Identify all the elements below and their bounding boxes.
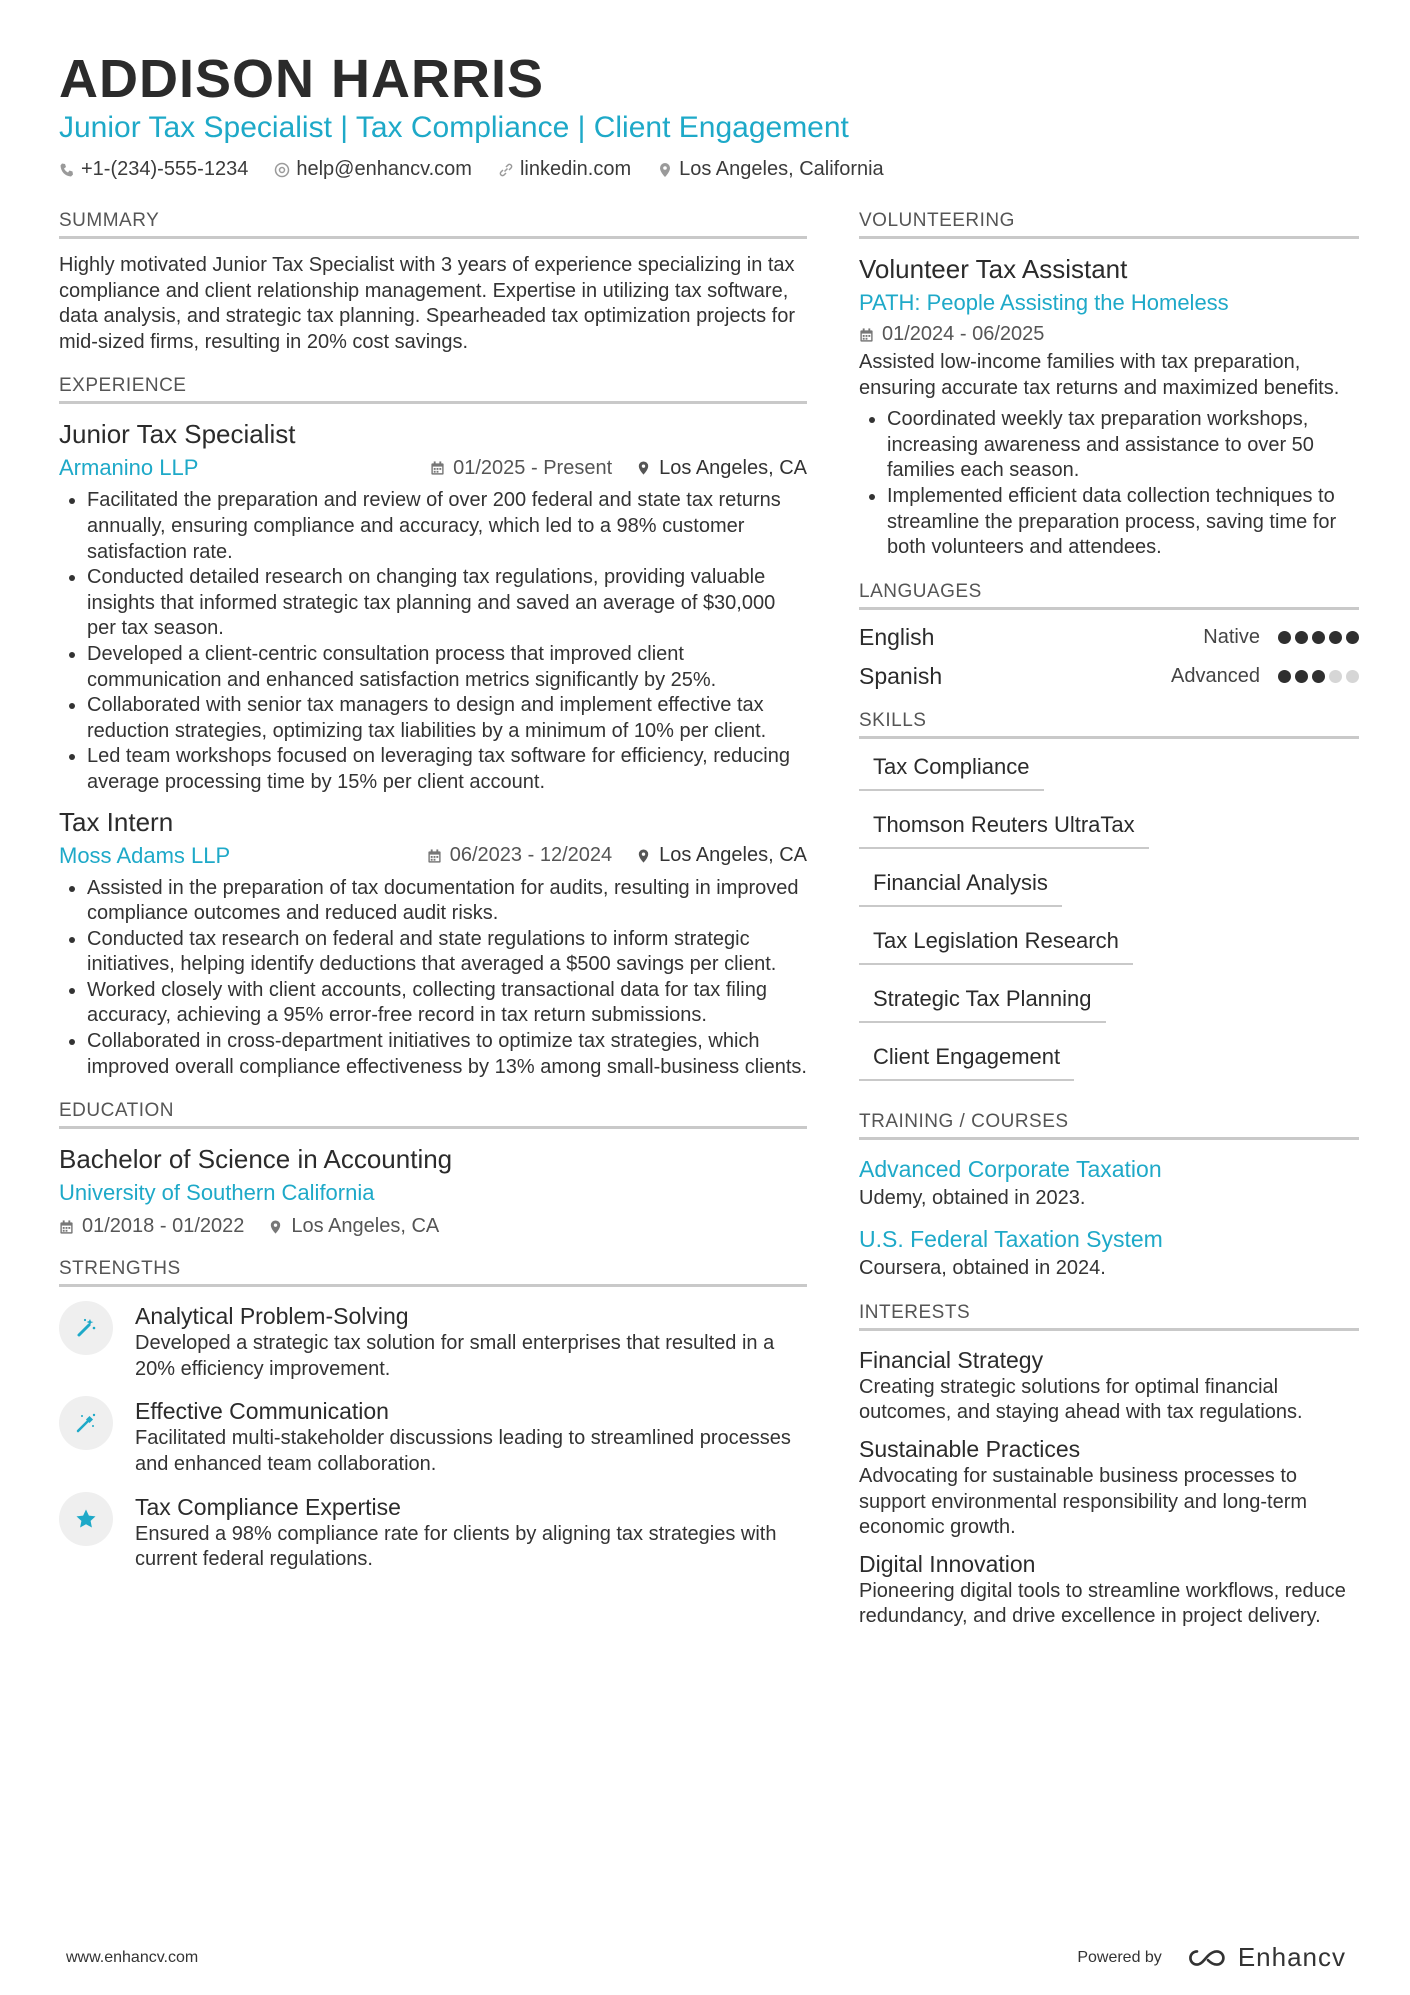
right-column	[859, 210, 1359, 1650]
education-section	[59, 1100, 807, 1238]
course-title: Advanced Corporate Taxation	[859, 1155, 1162, 1182]
job-dates	[427, 844, 612, 867]
interest-title: Sustainable Practices	[859, 1435, 1081, 1462]
contact-linkedin[interactable]	[498, 158, 631, 181]
training-section	[859, 1111, 1359, 1282]
volunteer-bullet: • Coordinated weekly tax preparation workshops, increasing awareness and assistance to over 50 families each season.	[887, 407, 1359, 484]
strength-icon-badge	[59, 1301, 113, 1355]
job-bullet: • Worked closely with client accounts, collecting transactional data for tax filing accuracy, achieving a 95% error-free record in tax return submissions.	[87, 978, 807, 1029]
language-level: Native	[1203, 625, 1260, 648]
job-bullets	[59, 488, 807, 795]
interest-text: Pioneering digital tools to streamline workflows, reduce redundancy, and drive excellence in project delivery.	[859, 1579, 1346, 1628]
link-icon	[498, 162, 514, 178]
course-title: U.S. Federal Taxation System	[859, 1225, 1163, 1252]
footer-website[interactable]: www.enhancv.com	[66, 1948, 199, 1966]
job-role: Junior Tax Specialist	[59, 419, 296, 450]
strengths-section	[59, 1258, 807, 1573]
job-org-row	[59, 842, 807, 870]
volunteer-org: PATH: People Assisting the Homeless	[859, 290, 1229, 315]
phone-icon	[59, 162, 75, 178]
volunteer-bullets	[859, 407, 1359, 561]
skills-title: SKILLS	[859, 710, 1359, 739]
strength-title: Analytical Problem-Solving	[135, 1303, 409, 1330]
left-column	[59, 210, 807, 1593]
education-dates	[59, 1215, 244, 1238]
location-pin-icon	[636, 460, 651, 476]
language-row	[859, 663, 1359, 690]
language-name: English	[859, 623, 935, 650]
rating-dot-filled	[1329, 631, 1342, 644]
job-role: Tax Intern	[59, 806, 174, 837]
location-pin-icon	[636, 848, 651, 864]
rating-dot-empty	[1346, 670, 1359, 683]
volunteering-title: VOLUNTEERING	[859, 210, 1359, 239]
location-text: Los Angeles, California	[679, 158, 884, 180]
contact-email[interactable]	[274, 158, 472, 181]
location-pin-icon	[268, 1219, 283, 1235]
volunteer-meta	[859, 323, 1359, 346]
strength-body	[135, 1396, 807, 1477]
email-link[interactable]: help@enhancv.com	[296, 158, 472, 180]
strength-item	[59, 1301, 807, 1382]
strength-text: Developed a strategic tax solution for small enterprises that resulted in a 20% efficiency improvement.	[135, 1332, 775, 1380]
job-location	[636, 844, 807, 867]
language-level: Advanced	[1171, 664, 1260, 687]
skills-section	[859, 710, 1359, 1081]
education-meta	[59, 1215, 807, 1238]
interest-title: Digital Innovation	[859, 1550, 1036, 1577]
calendar-icon	[59, 1219, 74, 1235]
language-rating	[1278, 670, 1359, 683]
languages-section	[859, 581, 1359, 690]
strength-icon-badge	[59, 1396, 113, 1450]
job-location	[636, 457, 807, 480]
job-entry	[59, 418, 807, 795]
strength-item	[59, 1492, 807, 1573]
skill-tag: Strategic Tax Planning	[859, 985, 1106, 1023]
skill-tag: Tax Legislation Research	[859, 927, 1133, 965]
interests-section	[859, 1302, 1359, 1630]
calendar-icon	[427, 848, 442, 864]
job-company: Moss Adams LLP	[59, 842, 231, 868]
interest-title: Financial Strategy	[859, 1346, 1044, 1373]
calendar-icon	[430, 460, 445, 476]
job-org-row	[59, 454, 807, 482]
experience-title: EXPERIENCE	[59, 375, 807, 404]
job-location-text: Los Angeles, CA	[659, 456, 807, 479]
experience-section	[59, 375, 807, 1080]
page-footer	[66, 1942, 1346, 1973]
job-bullet: • Led team workshops focused on leveraging tax software for efficiency, reducing average processing time by 15% per client account.	[87, 744, 807, 795]
strengths-title: STRENGTHS	[59, 1258, 807, 1287]
volunteer-dates-text: 01/2024 - 06/2025	[882, 323, 1045, 345]
education-degree: Bachelor of Science in Accounting	[59, 1144, 453, 1175]
training-title: TRAINING / COURSES	[859, 1111, 1359, 1140]
strength-icon-badge	[59, 1492, 113, 1546]
strength-body	[135, 1492, 807, 1573]
languages-title: LANGUAGES	[859, 581, 1359, 610]
calendar-icon	[859, 327, 874, 343]
language-proficiency	[1171, 665, 1359, 688]
candidate-name: ADDISON HARRIS	[59, 49, 545, 109]
job-meta	[430, 457, 807, 480]
rating-dot-filled	[1295, 670, 1308, 683]
powered-by-label: Powered by	[1077, 1948, 1162, 1966]
job-dates-text: 06/2023 - 12/2024	[449, 844, 613, 866]
course-provider: Udemy, obtained in 2023.	[859, 1186, 1086, 1209]
strength-text: Ensured a 98% compliance rate for clients by aligning tax strategies with current federal regulations.	[135, 1522, 777, 1571]
rating-dot-empty	[1329, 670, 1342, 683]
skill-tag: Tax Compliance	[859, 753, 1044, 791]
skill-tag: Client Engagement	[859, 1043, 1074, 1081]
strength-body	[135, 1301, 807, 1382]
interest-text: Advocating for sustainable business processes to support environmental responsibility and long-term economic growth.	[859, 1464, 1308, 1539]
contact-location	[657, 158, 884, 181]
job-location-text: Los Angeles, CA	[659, 844, 807, 866]
job-bullet: • Collaborated with senior tax managers to design and implement effective tax reduction strategies, optimizing tax liabilities by a minimum of 10% per client.	[87, 693, 807, 744]
enhancv-logo[interactable]	[1186, 1942, 1346, 1973]
rating-dot-filled	[1312, 631, 1325, 644]
volunteer-dates	[859, 323, 1044, 346]
job-bullet: • Collaborated in cross-department initiatives to optimize tax strategies, which improved overall compliance effectiveness by 13% among small-business clients.	[87, 1029, 807, 1080]
skill-tag: Thomson Reuters UltraTax	[859, 811, 1149, 849]
strength-title: Tax Compliance Expertise	[135, 1493, 401, 1520]
headline: Junior Tax Specialist | Tax Compliance | Client Engagement	[59, 111, 849, 144]
summary-title: SUMMARY	[59, 210, 807, 239]
job-bullet: • Developed a client-centric consultation process that improved client communication and enhanced satisfaction metrics significantly by 25%.	[87, 642, 807, 693]
volunteer-role: Volunteer Tax Assistant	[859, 254, 1128, 284]
volunteer-description: Assisted low-income families with tax preparation, ensuring accurate tax returns and maximized benefits.	[859, 351, 1340, 399]
job-company: Armanino LLP	[59, 455, 199, 481]
phone-text: +1-(234)-555-1234	[81, 158, 249, 180]
rating-dot-filled	[1346, 631, 1359, 644]
star-icon	[74, 1507, 98, 1531]
summary-section	[59, 210, 807, 355]
contact-phone	[59, 158, 248, 181]
volunteering-section	[859, 210, 1359, 561]
skill-tag: Financial Analysis	[859, 869, 1062, 907]
language-proficiency	[1203, 626, 1359, 649]
job-bullet: • Facilitated the preparation and review of over 200 federal and state tax returns annually, ensuring compliance and accuracy, which led to a 98% customer satisfaction rate.	[87, 488, 807, 565]
skills-list	[859, 753, 1359, 1081]
resume-header	[59, 48, 1359, 181]
linkedin-link[interactable]: linkedin.com	[519, 158, 632, 180]
contact-bar	[59, 158, 1359, 181]
education-title: EDUCATION	[59, 1100, 807, 1129]
brand-name: Enhancv	[1237, 1942, 1346, 1972]
rating-dot-filled	[1295, 631, 1308, 644]
job-bullet: • Assisted in the preparation of tax documentation for audits, resulting in improved compliance outcomes and reduced audit risks.	[87, 876, 807, 927]
education-location-text: Los Angeles, CA	[291, 1215, 440, 1238]
job-bullet: • Conducted detailed research on changing tax regulations, providing valuable insights that informed strategic tax planning and saved an average of $30,000 per tax season.	[87, 565, 807, 642]
interests-title: INTERESTS	[859, 1302, 1359, 1331]
at-icon	[274, 162, 290, 178]
job-meta	[427, 844, 807, 867]
job-dates-text: 01/2025 - Present	[453, 456, 613, 479]
job-bullets	[59, 876, 807, 1081]
language-row	[859, 624, 1359, 651]
language-name: Spanish	[859, 662, 943, 689]
interest-text: Creating strategic solutions for optimal financial outcomes, and staying ahead with tax regulations.	[859, 1375, 1303, 1424]
education-location	[268, 1215, 439, 1238]
job-entry	[59, 806, 807, 1081]
education-dates-text: 01/2018 - 01/2022	[82, 1215, 245, 1238]
location-pin-icon	[657, 162, 673, 178]
rating-dot-filled	[1278, 631, 1291, 644]
infinity-logo-icon	[1186, 1947, 1230, 1969]
job-bullet: • Conducted tax research on federal and state regulations to inform strategic initiatives, helping identify deductions that averaged a $500 savings per client.	[87, 927, 807, 978]
rating-dot-filled	[1278, 670, 1291, 683]
wand-sparkle-icon	[74, 1411, 98, 1435]
rating-dot-filled	[1312, 670, 1325, 683]
strength-text: Facilitated multi-stakeholder discussions leading to streamlined processes and enhanced team collaboration.	[135, 1427, 791, 1476]
language-rating	[1278, 631, 1359, 644]
magic-wand-icon	[74, 1316, 98, 1340]
summary-text: Highly motivated Junior Tax Specialist with 3 years of experience specializing in tax compliance and client relationship management. Expertise in utilizing tax software, data analysis, and strategic tax planning. Spearheaded tax optimization projects for mid-sized firms, resulting in 20% cost savings.	[59, 254, 795, 353]
job-dates	[430, 457, 612, 480]
strength-title: Effective Communication	[135, 1398, 389, 1425]
volunteer-bullet: • Implemented efficient data collection techniques to streamline the preparation process, saving time for both volunteers and attendees.	[887, 484, 1359, 561]
powered-by	[1077, 1942, 1346, 1973]
course-provider: Coursera, obtained in 2024.	[859, 1256, 1106, 1279]
education-school: University of Southern California	[59, 1180, 375, 1206]
strength-item	[59, 1396, 807, 1477]
